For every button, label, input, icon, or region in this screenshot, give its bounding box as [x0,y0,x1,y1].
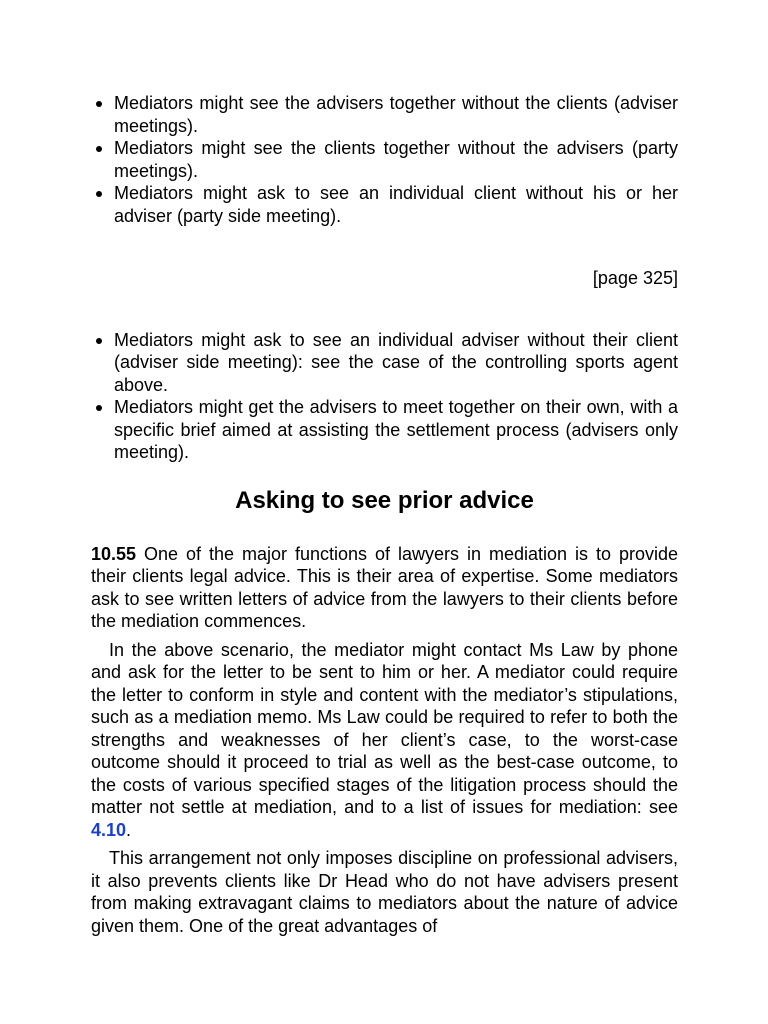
bullet-icon [96,191,102,197]
bullet-icon [96,101,102,107]
list-item [91,329,678,397]
meeting-types-list-bottom [91,329,678,464]
list-item-text: Mediators might see the clients together without the advisers (party meetings). [114,138,678,181]
page-number-marker: [page 325] [592,268,678,288]
list-item-text: Mediators might ask to see an individual adviser without their client (adviser side meeting): see the case of the controlling sports agent above. [114,329,678,395]
paragraph-number: 10.55 [91,543,137,564]
meeting-types-list-top [91,92,678,227]
paragraph-text: In the above scenario, the mediator might contact Ms Law by phone and ask for the letter to be sent to him or her. A mediator could require the letter to conform in style and content with the mediator’s stipulations, such as a mediation memo. Ms Law could be required to refer to both the strengths and weaknesses of her client’s case, to the worst-case outcome should it proceed to trial as well as the best-case outcome, to the costs of various specified stages of the litigation process should the matter not settle at mediation, and to a list of issues for mediation: see [91,639,678,817]
paragraph-scenario [91,639,678,842]
paragraph-10-55 [91,543,678,633]
bullet-icon [96,146,102,152]
list-item-text: Mediators might ask to see an individual client without his or her adviser (party side meeting). [114,183,678,226]
bullet-icon [96,338,102,344]
list-item-text: Mediators might see the advisers together without the clients (adviser meetings). [114,93,678,136]
list-item [91,137,678,182]
list-item-text: Mediators might get the advisers to meet together on their own, with a specific brief aimed at assisting the settlement process (advisers only meeting). [114,397,678,462]
bullet-icon [96,405,102,411]
paragraph-text: One of the major functions of lawyers in mediation is to provide their clients legal advice. This is their area of expertise. Some mediators ask to see written letters of advice from the lawyers to their clients before the mediation commences. [91,543,678,631]
list-item [91,396,678,464]
list-item [91,182,678,227]
paragraph-arrangement [91,847,678,937]
document-page [91,92,678,943]
section-heading: Asking to see prior advice [235,486,534,514]
cross-reference-link[interactable]: 4.10 [91,819,127,840]
paragraph-tail: . [126,819,132,840]
list-item [91,92,678,137]
paragraph-text: This arrangement not only imposes discipline on professional advisers, it also prevents clients like Dr Head who do not have advisers present from making extravagant claims to mediators about the nature of advice given them. One of the great advantages of [91,848,678,936]
